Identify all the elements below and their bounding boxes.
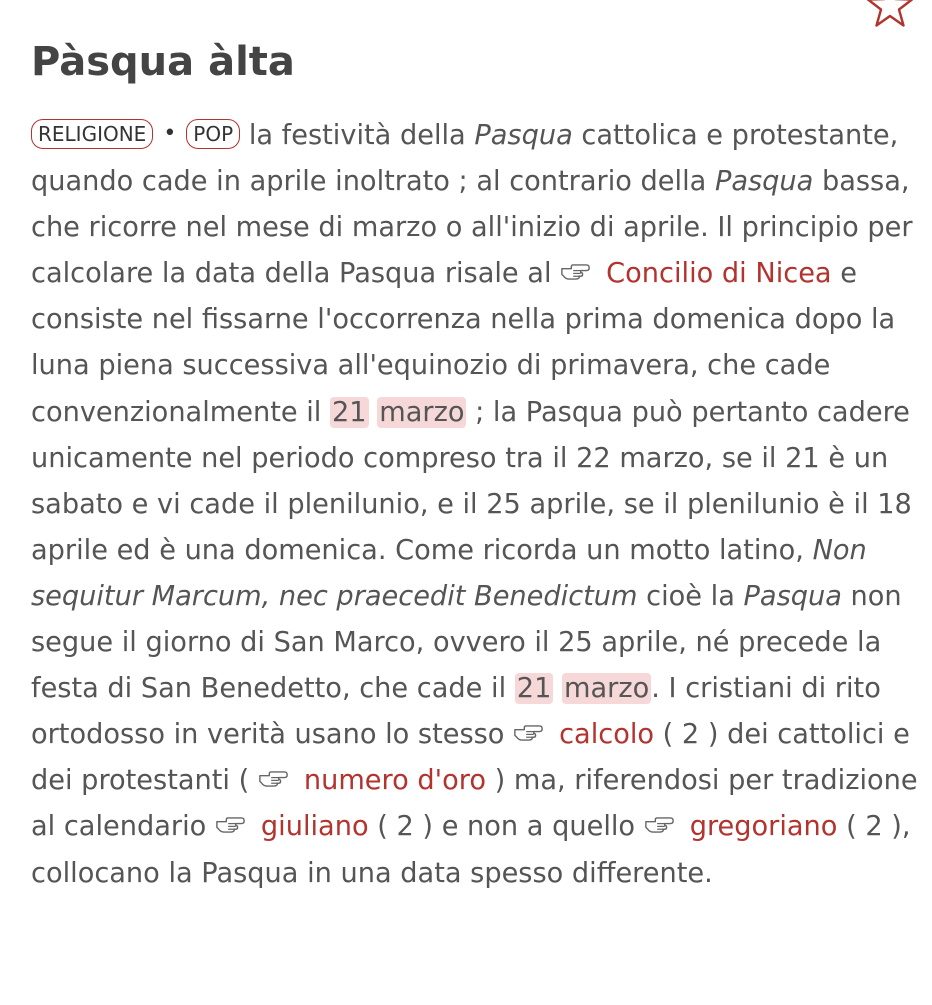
tag-separator: • — [163, 121, 177, 146]
highlighted-date: 21 — [331, 396, 367, 428]
sense-number: ( 2 ) — [654, 719, 719, 751]
tag-religione[interactable]: RELIGIONE — [31, 119, 153, 149]
definition-segment: cioè la — [637, 580, 744, 612]
tag-pop[interactable]: POP — [186, 119, 240, 149]
highlighted-date: marzo — [564, 673, 650, 705]
definition-segment: ; la Pasqua può pertanto cadere unicamente nel periodo compreso tra il 22 marzo, se il 21 è un sabato e vi cade il plenilunio, e il 25 aprile, se il plenilunio è il 18 aprile ed è una domenica. Come ricorda un motto latino, — [31, 396, 912, 566]
pointing-hand-icon — [644, 816, 676, 834]
definition-segment: dei cattolici e dei protestanti ( — [31, 719, 910, 797]
entry-definition — [31, 111, 919, 897]
star-outline-icon[interactable] — [866, 0, 914, 30]
highlighted-date: 21 — [516, 673, 552, 705]
definition-text — [31, 120, 918, 889]
definition-segment: bassa, che ricorre nel mese di marzo o all'inizio di aprile. Il principio per calcolare la data della Pasqua risale al — [31, 166, 913, 290]
pointing-hand-icon — [513, 724, 545, 742]
definition-segment: , collocano la Pasqua in una data spesso differente. — [31, 811, 911, 889]
definition-segment: non segue il giorno di San Marco, ovvero il 25 aprile, né precede la festa di San Benedetto, che cade il — [31, 580, 902, 705]
definition-segment: e non a quello — [433, 811, 644, 843]
definition-segment: la festività della — [248, 120, 475, 151]
link-giuliano[interactable]: giuliano — [260, 811, 369, 843]
italic-term: Non sequitur Marcum, nec praecedit Benedictum — [31, 534, 867, 612]
entry-title: Pàsqua àlta — [31, 39, 295, 85]
definition-segment: cattolica e protestante, quando cade in aprile inoltrato ; al contrario della — [31, 120, 899, 198]
definition-segment: e consiste nel fissarne l'occorrenza nella prima domenica dopo la luna piena successiva all'equinozio di primavera, che cade convenzionalmente il — [31, 258, 896, 428]
definition-segment — [369, 397, 378, 428]
highlighted-date: marzo — [379, 396, 465, 428]
definition-segment — [553, 673, 562, 704]
pointing-hand-icon — [215, 816, 247, 834]
italic-term: Pasqua — [474, 120, 573, 151]
link-gregoriano[interactable]: gregoriano — [689, 811, 838, 843]
link-concilio-di-nicea[interactable]: Concilio di Nicea — [606, 258, 832, 290]
sense-number: ( 2 ) — [368, 811, 434, 843]
pointing-hand-icon — [258, 770, 290, 788]
definition-segment: . I cristiani di rito ortodosso in verità usano lo stesso — [31, 673, 881, 751]
link-calcolo[interactable]: calcolo — [559, 719, 655, 751]
italic-term: Pasqua — [714, 166, 814, 198]
italic-term: Pasqua — [743, 580, 842, 612]
definition-segment: ) ma, riferendosi per tradizione al calendario — [31, 765, 918, 843]
sense-number: ( 2 ) — [837, 811, 902, 843]
pointing-hand-icon — [560, 263, 592, 281]
link-numero-doro[interactable]: numero d'oro — [303, 765, 486, 797]
